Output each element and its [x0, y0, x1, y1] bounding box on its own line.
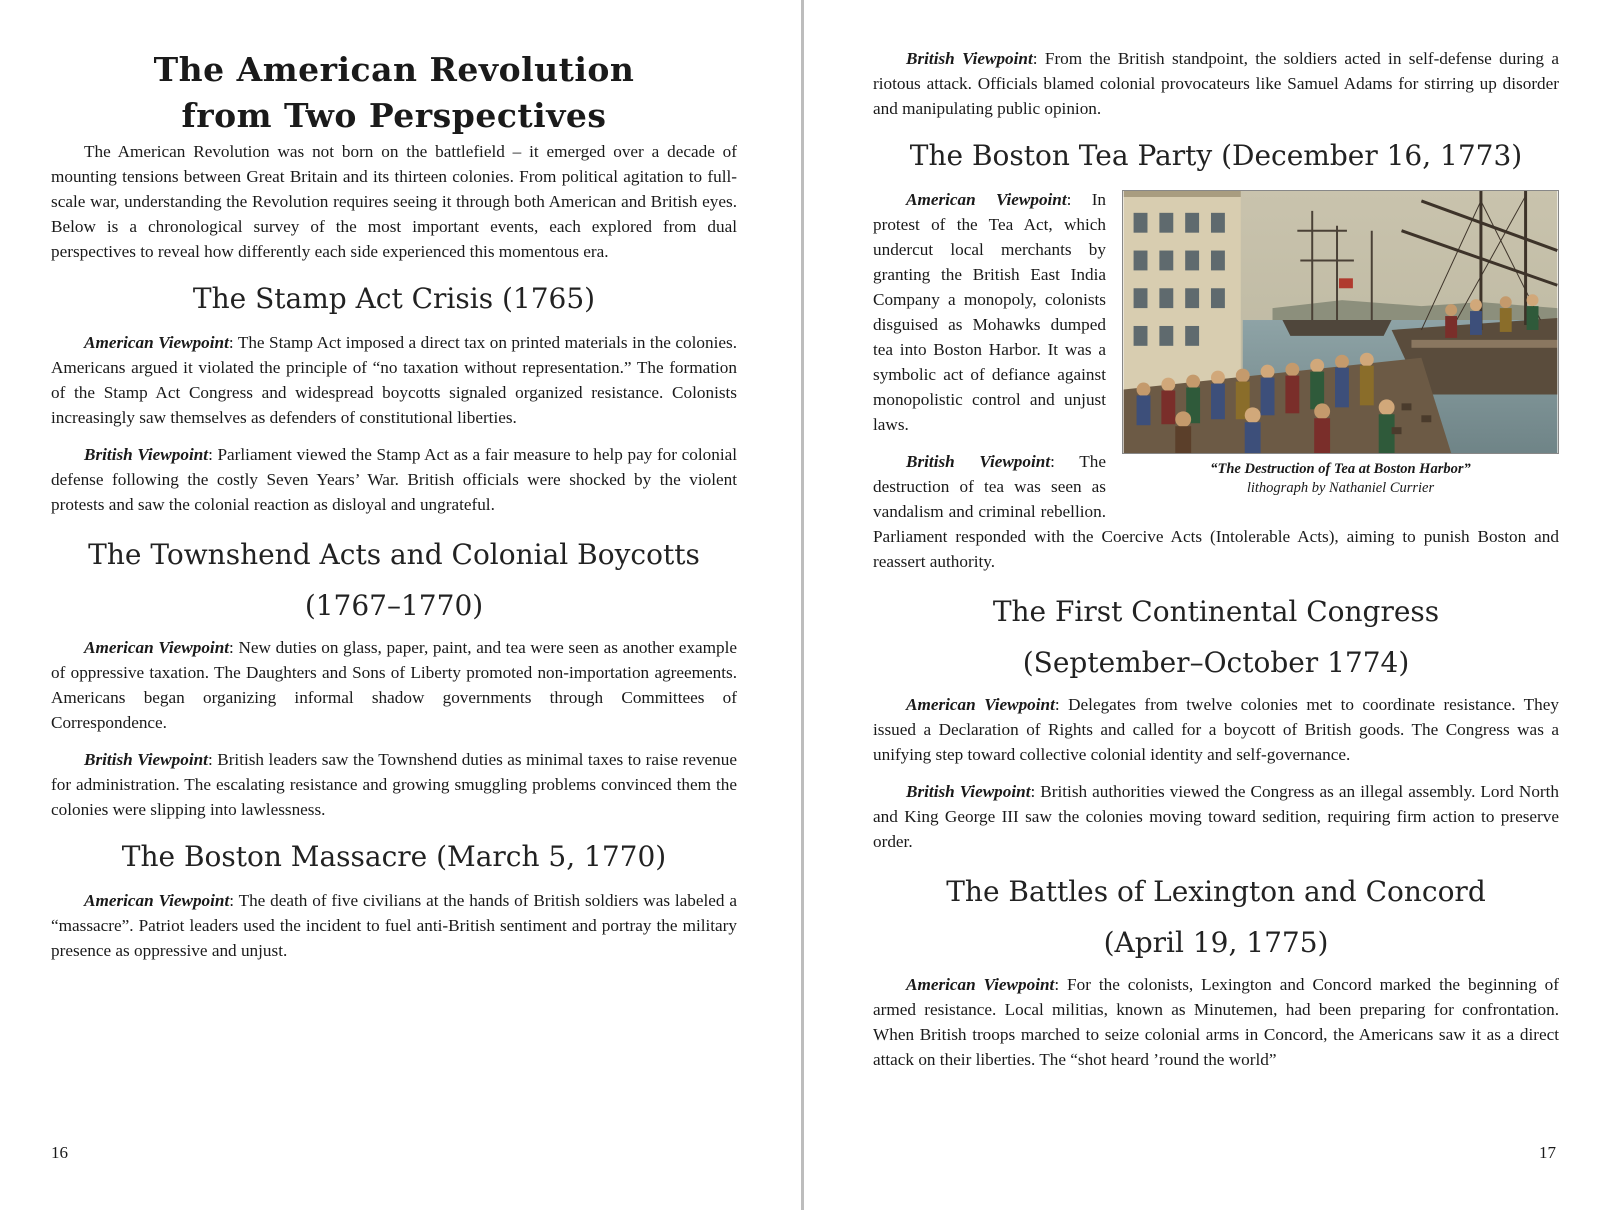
heading-first-continental-congress [873, 586, 1559, 688]
congress-british-text: : British authorities viewed the Congress as an illegal assembly. Lord North and King George III saw the colonies moving toward sedition, requiring firm action to preserve order. [873, 782, 1560, 851]
british-viewpoint-label: British Viewpoint [906, 452, 1051, 471]
congress-british-paragraph [873, 779, 1559, 854]
american-viewpoint-label: American Viewpoint [906, 190, 1067, 209]
title-line-1: The American Revolution [153, 50, 635, 89]
british-viewpoint-label: British Viewpoint [906, 782, 1031, 801]
page-number-left: 16 [51, 1143, 68, 1162]
american-viewpoint-label: American Viewpoint [906, 975, 1055, 994]
figure-caption-title: “The Destruction of Tea at Boston Harbor” [1210, 461, 1471, 477]
american-viewpoint-label: American Viewpoint [84, 891, 230, 910]
congress-american-paragraph [873, 692, 1559, 767]
american-viewpoint-label: American Viewpoint [906, 695, 1055, 714]
heading-boston-tea-party: The Boston Tea Party (December 16, 1773) [909, 139, 1523, 172]
massacre-british-text: : From the British standpoint, the soldiers acted in self-defense during a riotous attack. Officials blamed colonial provocateurs like Samuel Adams for stirring up disorder and manipulating public opinion. [873, 49, 1560, 118]
tea-party-american-text: : In protest of the Tea Act, which undercut local merchants by granting the British East India Company a monopoly, colonists disguised as Mohawks dumped tea into Boston Harbor. It was a symbolic act of defiance against monopolistic control and unjust laws. [873, 190, 1107, 434]
figure-caption-credit: lithograph by Nathaniel Currier [1246, 480, 1435, 496]
british-viewpoint-label: British Viewpoint [84, 750, 208, 769]
townshend-american-paragraph [51, 635, 737, 735]
heading-townshend [51, 529, 737, 631]
right-page [806, 0, 1600, 1210]
destruction-of-tea-lithograph [1122, 190, 1559, 454]
townshend-heading-line-1: The Townshend Acts and Colonial Boycotts [88, 538, 700, 571]
american-viewpoint-label: American Viewpoint [84, 638, 230, 657]
lexington-american-text: : For the colonists, Lexington and Concord marked the beginning of armed resistance. Local militias, known as Minutemen, had been preparing for confrontation. When British troops marched to seize colonial arms in Concord, the Americans saw it as a direct attack on their liberties. The “shot heard ’round the world” [873, 975, 1559, 1069]
tea-party-british-text: : The destruction of tea was seen as vandalism and criminal rebellion. Parliament responded with the Coercive Acts (Intolerable Acts), aiming to punish Boston and reassert authority. [873, 452, 1559, 571]
stamp-act-american-paragraph [51, 330, 737, 430]
left-column [51, 47, 737, 975]
massacre-american-paragraph [51, 888, 737, 963]
congress-american-text: : Delegates from twelve colonies met to coordinate resistance. They issued a Declaration of Rights and called for a boycott of British goods. The Congress was a unifying step toward collective colonial identity and self-governance. [873, 695, 1559, 764]
intro-paragraph: The American Revolution was not born on the battlefield – it emerged over a decade of mounting tensions between Great Britain and its thirteen colonies. From political agitation to full-scale war, understanding the Revolution requires seeing it through both American and British eyes. Below is a chronological survey of the most important events, each explored from dual perspectives to reveal how differently each side experienced this momentous era. [51, 142, 737, 261]
right-column [873, 46, 1559, 1084]
book-spine-divider [801, 0, 804, 1210]
townshend-british-text: : British leaders saw the Townshend duties as minimal taxes to raise revenue for administration. The escalating resistance and growing smuggling problems convinced them the colonies were slipping into lawlessness. [51, 750, 737, 819]
title-line-2: from Two Perspectives [181, 96, 607, 135]
townshend-heading-line-2: (1767–1770) [304, 589, 484, 622]
tea-party-figure [1122, 190, 1559, 498]
townshend-american-text: : New duties on glass, paper, paint, and tea were seen as another example of oppressive taxation. The Daughters and Sons of Liberty promoted non-importation agreements. Americans began organizing informal shadow governments through Committees of Correspondence. [51, 638, 738, 732]
lexington-american-paragraph [873, 972, 1559, 1072]
massacre-british-paragraph [873, 46, 1559, 121]
heading-boston-massacre: The Boston Massacre (March 5, 1770) [121, 840, 667, 873]
american-viewpoint-label: American Viewpoint [84, 333, 229, 352]
stamp-act-british-text: : Parliament viewed the Stamp Act as a fair measure to help pay for colonial defense following the costly Seven Years’ War. British officials were shocked by the violent protests and saw the colonial reaction as disloyal and ungrateful. [51, 445, 737, 514]
page-number-right: 17 [1539, 1143, 1556, 1162]
lexington-heading-line-1: The Battles of Lexington and Concord [946, 875, 1486, 908]
british-viewpoint-label: British Viewpoint [84, 445, 209, 464]
heading-lexington-concord [873, 866, 1559, 968]
stamp-act-british-paragraph [51, 442, 737, 517]
heading-stamp-act: The Stamp Act Crisis (1765) [192, 282, 596, 315]
stamp-act-american-text: : The Stamp Act imposed a direct tax on printed materials in the colonies. Americans argued it violated the principle of “no taxation without representation.” The formation of the Stamp Act Congress and widespread boycotts signaled organized resistance. Colonists increasingly saw themselves as defenders of constitutional liberties. [51, 333, 737, 427]
book-title [51, 47, 737, 139]
lexington-heading-line-2: (April 19, 1775) [1103, 926, 1329, 959]
congress-heading-line-1: The First Continental Congress [992, 595, 1440, 628]
townshend-british-paragraph [51, 747, 737, 822]
massacre-american-text: : The death of five civilians at the hands of British soldiers was labeled a “massacre”. Patriot leaders used the incident to fuel anti-British sentiment and portray the military presence as oppressive and unjust. [51, 891, 737, 960]
congress-heading-line-2: (September–October 1774) [1022, 646, 1410, 679]
british-viewpoint-label: British Viewpoint [906, 49, 1033, 68]
